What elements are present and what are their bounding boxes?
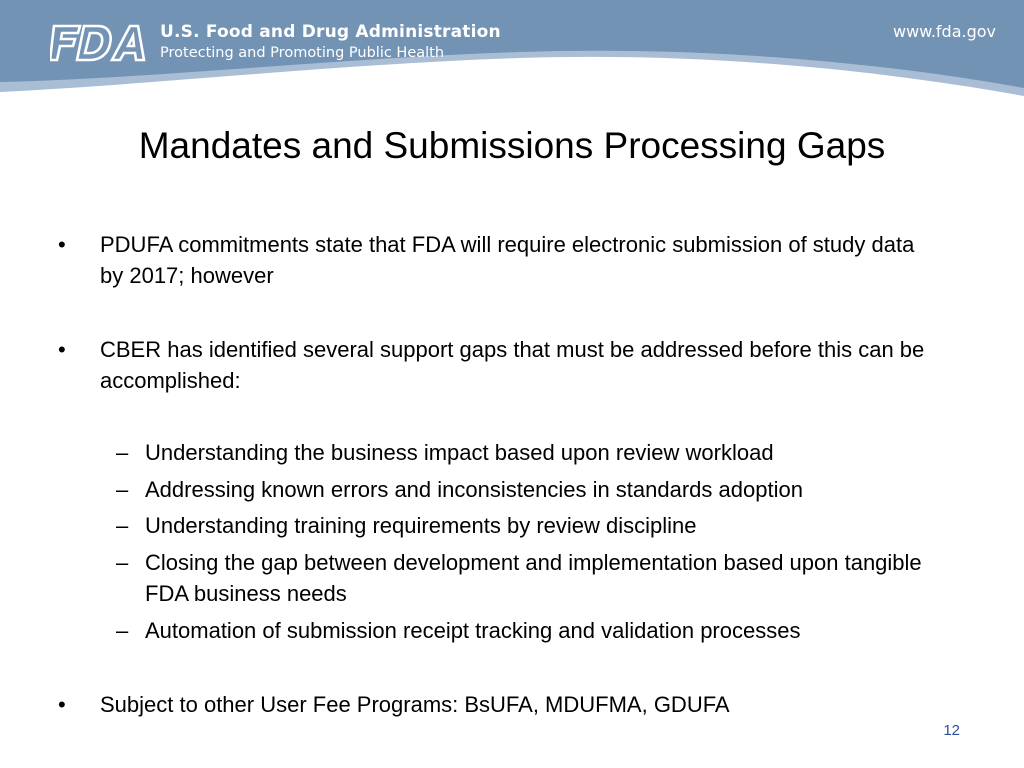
sub-bullet-text: Automation of submission receipt tracking and validation processes <box>145 618 801 643</box>
bullet-marker: • <box>58 692 66 717</box>
bullet-item <box>58 229 940 291</box>
bullet-item <box>58 689 940 720</box>
sub-bullet-item <box>116 474 965 505</box>
bullet-marker: • <box>58 337 66 362</box>
sub-bullet-text: Closing the gap between development and implementation based upon tangible FDA business needs <box>145 550 922 606</box>
sub-bullet-item <box>116 547 965 609</box>
sub-bullet-text: Understanding training requirements by review discipline <box>145 513 697 538</box>
bullet-text: CBER has identified several support gaps that must be addressed before this can be accomplished: <box>100 337 925 393</box>
sub-bullet-text: Addressing known errors and inconsistencies in standards adoption <box>145 477 803 502</box>
sub-bullet-marker: – <box>116 440 129 465</box>
sub-bullet-marker: – <box>116 477 129 502</box>
sub-bullet-item <box>116 510 965 541</box>
agency-tagline: Protecting and Promoting Public Health <box>160 45 445 61</box>
bullet-text: PDUFA commitments state that FDA will require electronic submission of study data by 2017; however <box>100 232 915 288</box>
site-url[interactable]: www.fda.gov <box>893 22 996 41</box>
sub-bullet-marker: – <box>116 550 129 575</box>
agency-name: U.S. Food and Drug Administration <box>160 22 501 42</box>
sub-bullet-marker: – <box>116 618 129 643</box>
bullet-marker: • <box>58 232 66 257</box>
slide-title: Mandates and Submissions Processing Gaps <box>138 125 886 166</box>
bullet-text: Subject to other User Fee Programs: BsUFA, MDUFMA, GDUFA <box>100 692 730 717</box>
page-number: 12 <box>943 722 960 739</box>
bullet-item <box>58 334 940 396</box>
sub-bullet-text: Understanding the business impact based upon review workload <box>145 440 774 465</box>
sub-bullet-marker: – <box>116 513 129 538</box>
sub-bullet-item <box>116 615 965 646</box>
sub-bullet-item <box>116 437 965 468</box>
